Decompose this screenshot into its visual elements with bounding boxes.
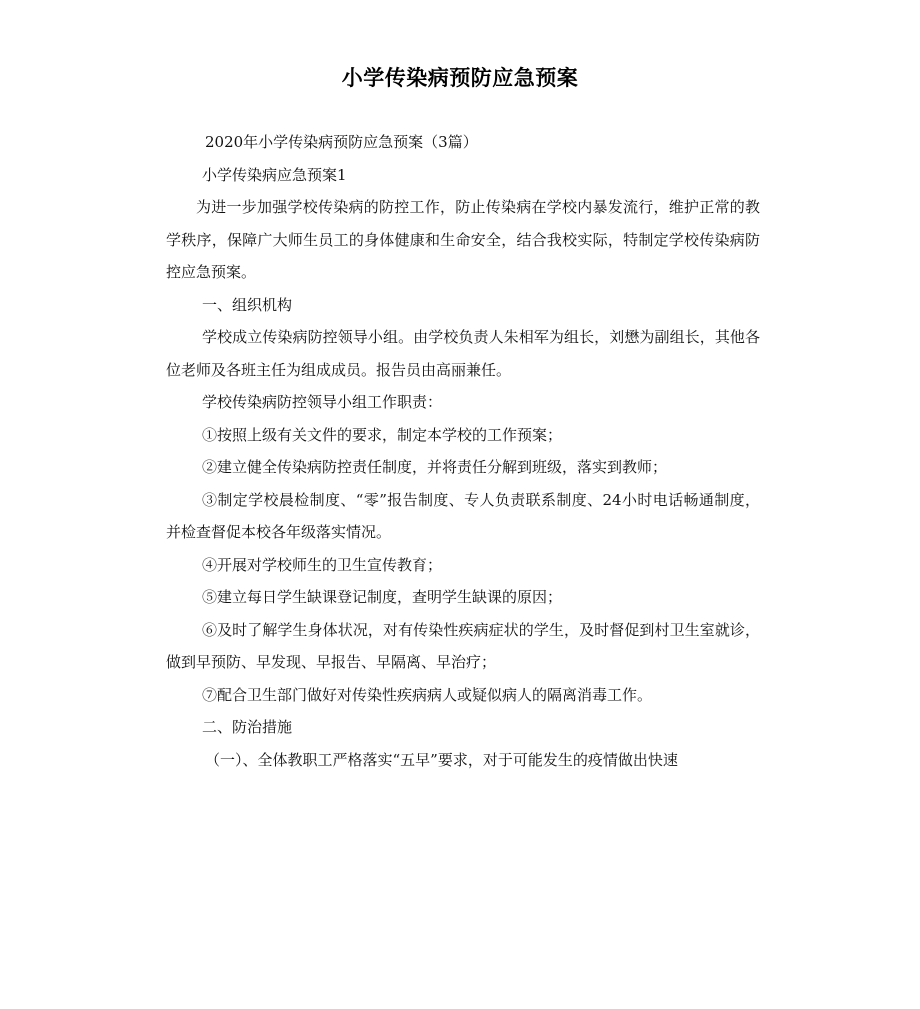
- paragraph: 为进一步加强学校传染病的防控工作，防止传染病在学校内暴发流行，维护正常的教学秩序，保障广大师生员工的身体健康和生命安全，结合我校实际，特制定学校传染病防控应急预案。: [166, 198, 760, 281]
- section-heading: 二、防治措施: [202, 718, 293, 736]
- paragraph: （一）、全体教职工严格落实“五早”要求，对于可能发生的疫情做出快速: [205, 750, 678, 769]
- list-item: ⑥及时了解学生身体状况，对有传染性疾病症状的学生，及时督促到村卫生室就诊，做到早预防、早发现、早报告、早隔离、早治疗；: [166, 620, 760, 671]
- list-item: ③制定学校晨检制度、“零”报告制度、专人负责联系制度、24小时电话畅通制度，并检查督促本校各年级落实情况。: [166, 490, 760, 541]
- paragraph: 学校传染病防控领导小组工作职责：: [202, 393, 443, 411]
- list-item: ⑤建立每日学生缺课登记制度，查明学生缺课的原因；: [202, 588, 563, 606]
- list-item: ④开展对学校师生的卫生宣传教育；: [202, 555, 443, 574]
- list-item: ⑦配合卫生部门做好对传染性疾病病人或疑似病人的隔离消毒工作。: [202, 685, 653, 704]
- document-body: [166, 126, 760, 776]
- paragraph: 学校成立传染病防控领导小组。由学校负责人朱相军为组长，刘懋为副组长，其他各位老师及各班主任为组成成员。报告员由高丽兼任。: [166, 328, 760, 379]
- document-title: 小学传染病预防应急预案: [341, 66, 579, 90]
- list-item: ②建立健全传染病防控责任制度，并将责任分解到班级，落实到教师；: [202, 458, 668, 476]
- section-heading: 一、组织机构: [202, 295, 293, 314]
- list-item: ①按照上级有关文件的要求，制定本学校的工作预案；: [202, 425, 563, 444]
- subtitle-paragraph: 2020年小学传染病预防应急预案（3篇）: [205, 133, 478, 151]
- section-heading: 小学传染病应急预案1: [202, 165, 347, 184]
